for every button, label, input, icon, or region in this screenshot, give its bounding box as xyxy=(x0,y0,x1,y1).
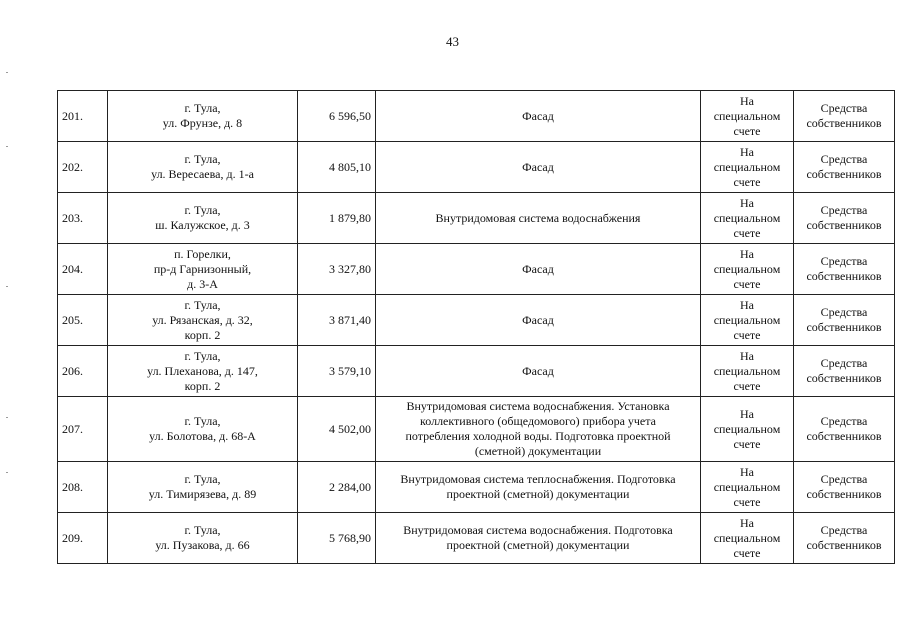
account-cell xyxy=(701,397,794,462)
account-cell xyxy=(701,193,794,244)
account-line: На xyxy=(740,406,754,421)
address-line: г. Тула, xyxy=(184,152,221,166)
funding-source-line: Средства xyxy=(820,305,868,319)
funding-source-cell xyxy=(794,91,895,142)
funding-source-cell xyxy=(794,346,895,397)
address-line: г. Тула, xyxy=(184,101,221,115)
funding-source-line: Средства xyxy=(820,523,868,537)
table-row xyxy=(58,295,895,346)
account-cell xyxy=(701,295,794,346)
address-cell xyxy=(108,244,298,295)
area-cell: 3 327,80 xyxy=(298,244,376,295)
work-type-cell xyxy=(376,513,701,564)
work-type-line: проектной (сметной) документации xyxy=(446,487,630,501)
address-cell xyxy=(108,295,298,346)
funding-source-cell xyxy=(794,462,895,513)
address-line: ул. Пузакова, д. 66 xyxy=(155,538,250,552)
funding-source-line: собственников xyxy=(806,116,882,130)
funding-source-line: собственников xyxy=(806,269,882,283)
scan-artifact xyxy=(6,286,8,287)
account-line: На xyxy=(740,297,754,312)
funding-source-cell xyxy=(794,397,895,462)
area-cell: 3 579,10 xyxy=(298,346,376,397)
account-line: счете xyxy=(733,225,761,240)
table-row xyxy=(58,397,895,462)
work-type-line: (сметной) документации xyxy=(474,444,602,458)
row-number-cell: 203. xyxy=(58,193,108,244)
row-number-cell: 205. xyxy=(58,295,108,346)
work-type-cell xyxy=(376,397,701,462)
account-line: На xyxy=(740,195,754,210)
address-line: ул. Рязанская, д. 32, xyxy=(152,312,253,327)
account-line: На xyxy=(740,93,754,108)
account-line: специальном xyxy=(713,159,781,174)
funding-source-line: Средства xyxy=(820,254,868,268)
row-number-cell: 201. xyxy=(58,91,108,142)
area-cell: 2 284,00 xyxy=(298,462,376,513)
account-line: специальном xyxy=(713,312,781,327)
work-type-line: Фасад xyxy=(522,261,554,276)
address-cell xyxy=(108,462,298,513)
account-line: специальном xyxy=(713,530,781,545)
work-type-cell xyxy=(376,244,701,295)
address-line: корп. 2 xyxy=(184,378,221,393)
account-line: На xyxy=(740,464,754,479)
account-line: счете xyxy=(733,494,761,509)
address-line: д. 3-А xyxy=(187,276,218,291)
table-row xyxy=(58,346,895,397)
funding-source-line: собственников xyxy=(806,538,882,552)
account-line: На xyxy=(740,144,754,159)
funding-source-line: Средства xyxy=(820,356,868,370)
work-type-line: Фасад xyxy=(522,312,554,327)
address-line: корп. 2 xyxy=(184,327,221,342)
account-cell xyxy=(701,513,794,564)
work-type-line: Внутридомовая система водоснабжения xyxy=(435,210,641,225)
address-cell xyxy=(108,142,298,193)
account-line: На xyxy=(740,246,754,261)
account-line: специальном xyxy=(713,363,781,378)
account-line: счете xyxy=(733,123,761,138)
account-cell xyxy=(701,244,794,295)
table-row xyxy=(58,244,895,295)
address-line: пр-д Гарнизонный, xyxy=(153,261,252,276)
work-type-cell xyxy=(376,193,701,244)
account-line: счете xyxy=(733,174,761,189)
address-line: г. Тула, xyxy=(184,414,221,428)
account-line: счете xyxy=(733,327,761,342)
work-type-line: потребления холодной воды. Подготовка проектной xyxy=(405,429,671,443)
work-type-cell xyxy=(376,295,701,346)
registry-body xyxy=(58,91,895,564)
work-type-line: коллективного (общедомового) прибора учета xyxy=(420,414,656,428)
row-number-cell: 204. xyxy=(58,244,108,295)
funding-source-cell xyxy=(794,142,895,193)
scan-artifact xyxy=(6,417,8,418)
account-line: На xyxy=(740,348,754,363)
address-line: г. Тула, xyxy=(184,203,221,217)
address-line: г. Тула, xyxy=(184,297,221,312)
table-row xyxy=(58,513,895,564)
area-cell: 6 596,50 xyxy=(298,91,376,142)
address-line: ш. Калужское, д. 3 xyxy=(155,218,250,232)
building-registry-table xyxy=(57,90,895,564)
funding-source-line: Средства xyxy=(820,203,868,217)
account-line: счете xyxy=(733,276,761,291)
funding-source-line: Средства xyxy=(820,414,868,428)
funding-source-cell xyxy=(794,295,895,346)
row-number-cell: 209. xyxy=(58,513,108,564)
funding-source-line: собственников xyxy=(806,429,882,443)
address-line: ул. Тимирязева, д. 89 xyxy=(148,487,257,501)
funding-source-cell xyxy=(794,244,895,295)
address-line: ул. Вересаева, д. 1-а xyxy=(151,167,254,181)
address-line: ул. Фрунзе, д. 8 xyxy=(162,116,243,130)
account-cell xyxy=(701,91,794,142)
work-type-line: Внутридомовая система водоснабжения. Установка xyxy=(406,399,670,413)
work-type-line: проектной (сметной) документации xyxy=(446,538,630,552)
row-number-cell: 207. xyxy=(58,397,108,462)
area-cell: 5 768,90 xyxy=(298,513,376,564)
address-cell xyxy=(108,513,298,564)
row-number-cell: 208. xyxy=(58,462,108,513)
funding-source-line: собственников xyxy=(806,167,882,181)
area-cell: 3 871,40 xyxy=(298,295,376,346)
account-cell xyxy=(701,346,794,397)
work-type-line: Фасад xyxy=(522,363,554,378)
address-line: ул. Плеханова, д. 147, xyxy=(147,363,258,378)
table-row xyxy=(58,193,895,244)
address-cell xyxy=(108,91,298,142)
area-cell: 4 502,00 xyxy=(298,397,376,462)
funding-source-line: собственников xyxy=(806,487,882,501)
account-line: специальном xyxy=(713,479,781,494)
funding-source-line: собственников xyxy=(806,218,882,232)
funding-source-line: Средства xyxy=(820,472,868,486)
work-type-line: Внутридомовая система теплоснабжения. Подготовка xyxy=(400,472,676,486)
address-line: г. Тула, xyxy=(184,472,221,486)
area-cell: 1 879,80 xyxy=(298,193,376,244)
account-line: счете xyxy=(733,378,761,393)
row-number-cell: 202. xyxy=(58,142,108,193)
table-row xyxy=(58,142,895,193)
funding-source-line: Средства xyxy=(820,101,868,115)
account-line: На xyxy=(740,515,754,530)
work-type-cell xyxy=(376,91,701,142)
account-cell xyxy=(701,142,794,193)
address-cell xyxy=(108,346,298,397)
work-type-line: Фасад xyxy=(522,108,554,123)
table-row xyxy=(58,462,895,513)
account-line: специальном xyxy=(713,421,781,436)
address-cell xyxy=(108,193,298,244)
account-line: специальном xyxy=(713,108,781,123)
address-line: п. Горелки, xyxy=(174,246,231,261)
funding-source-cell xyxy=(794,193,895,244)
work-type-line: Фасад xyxy=(522,159,554,174)
address-line: г. Тула, xyxy=(184,523,221,537)
scan-artifact xyxy=(6,146,8,147)
scan-artifact xyxy=(6,472,8,473)
account-cell xyxy=(701,462,794,513)
work-type-cell xyxy=(376,142,701,193)
work-type-line: Внутридомовая система водоснабжения. Подготовка xyxy=(403,523,673,537)
row-number-cell: 206. xyxy=(58,346,108,397)
funding-source-line: собственников xyxy=(806,320,882,334)
address-cell xyxy=(108,397,298,462)
table-row xyxy=(58,91,895,142)
account-line: счете xyxy=(733,545,761,560)
address-line: г. Тула, xyxy=(184,348,221,363)
area-cell: 4 805,10 xyxy=(298,142,376,193)
work-type-cell xyxy=(376,462,701,513)
funding-source-cell xyxy=(794,513,895,564)
work-type-cell xyxy=(376,346,701,397)
funding-source-line: Средства xyxy=(820,152,868,166)
funding-source-line: собственников xyxy=(806,371,882,385)
account-line: специальном xyxy=(713,210,781,225)
scan-artifact xyxy=(6,72,8,73)
address-line: ул. Болотова, д. 68-А xyxy=(149,429,256,443)
account-line: специальном xyxy=(713,261,781,276)
page-number: 43 xyxy=(446,34,459,49)
account-line: счете xyxy=(733,436,761,451)
